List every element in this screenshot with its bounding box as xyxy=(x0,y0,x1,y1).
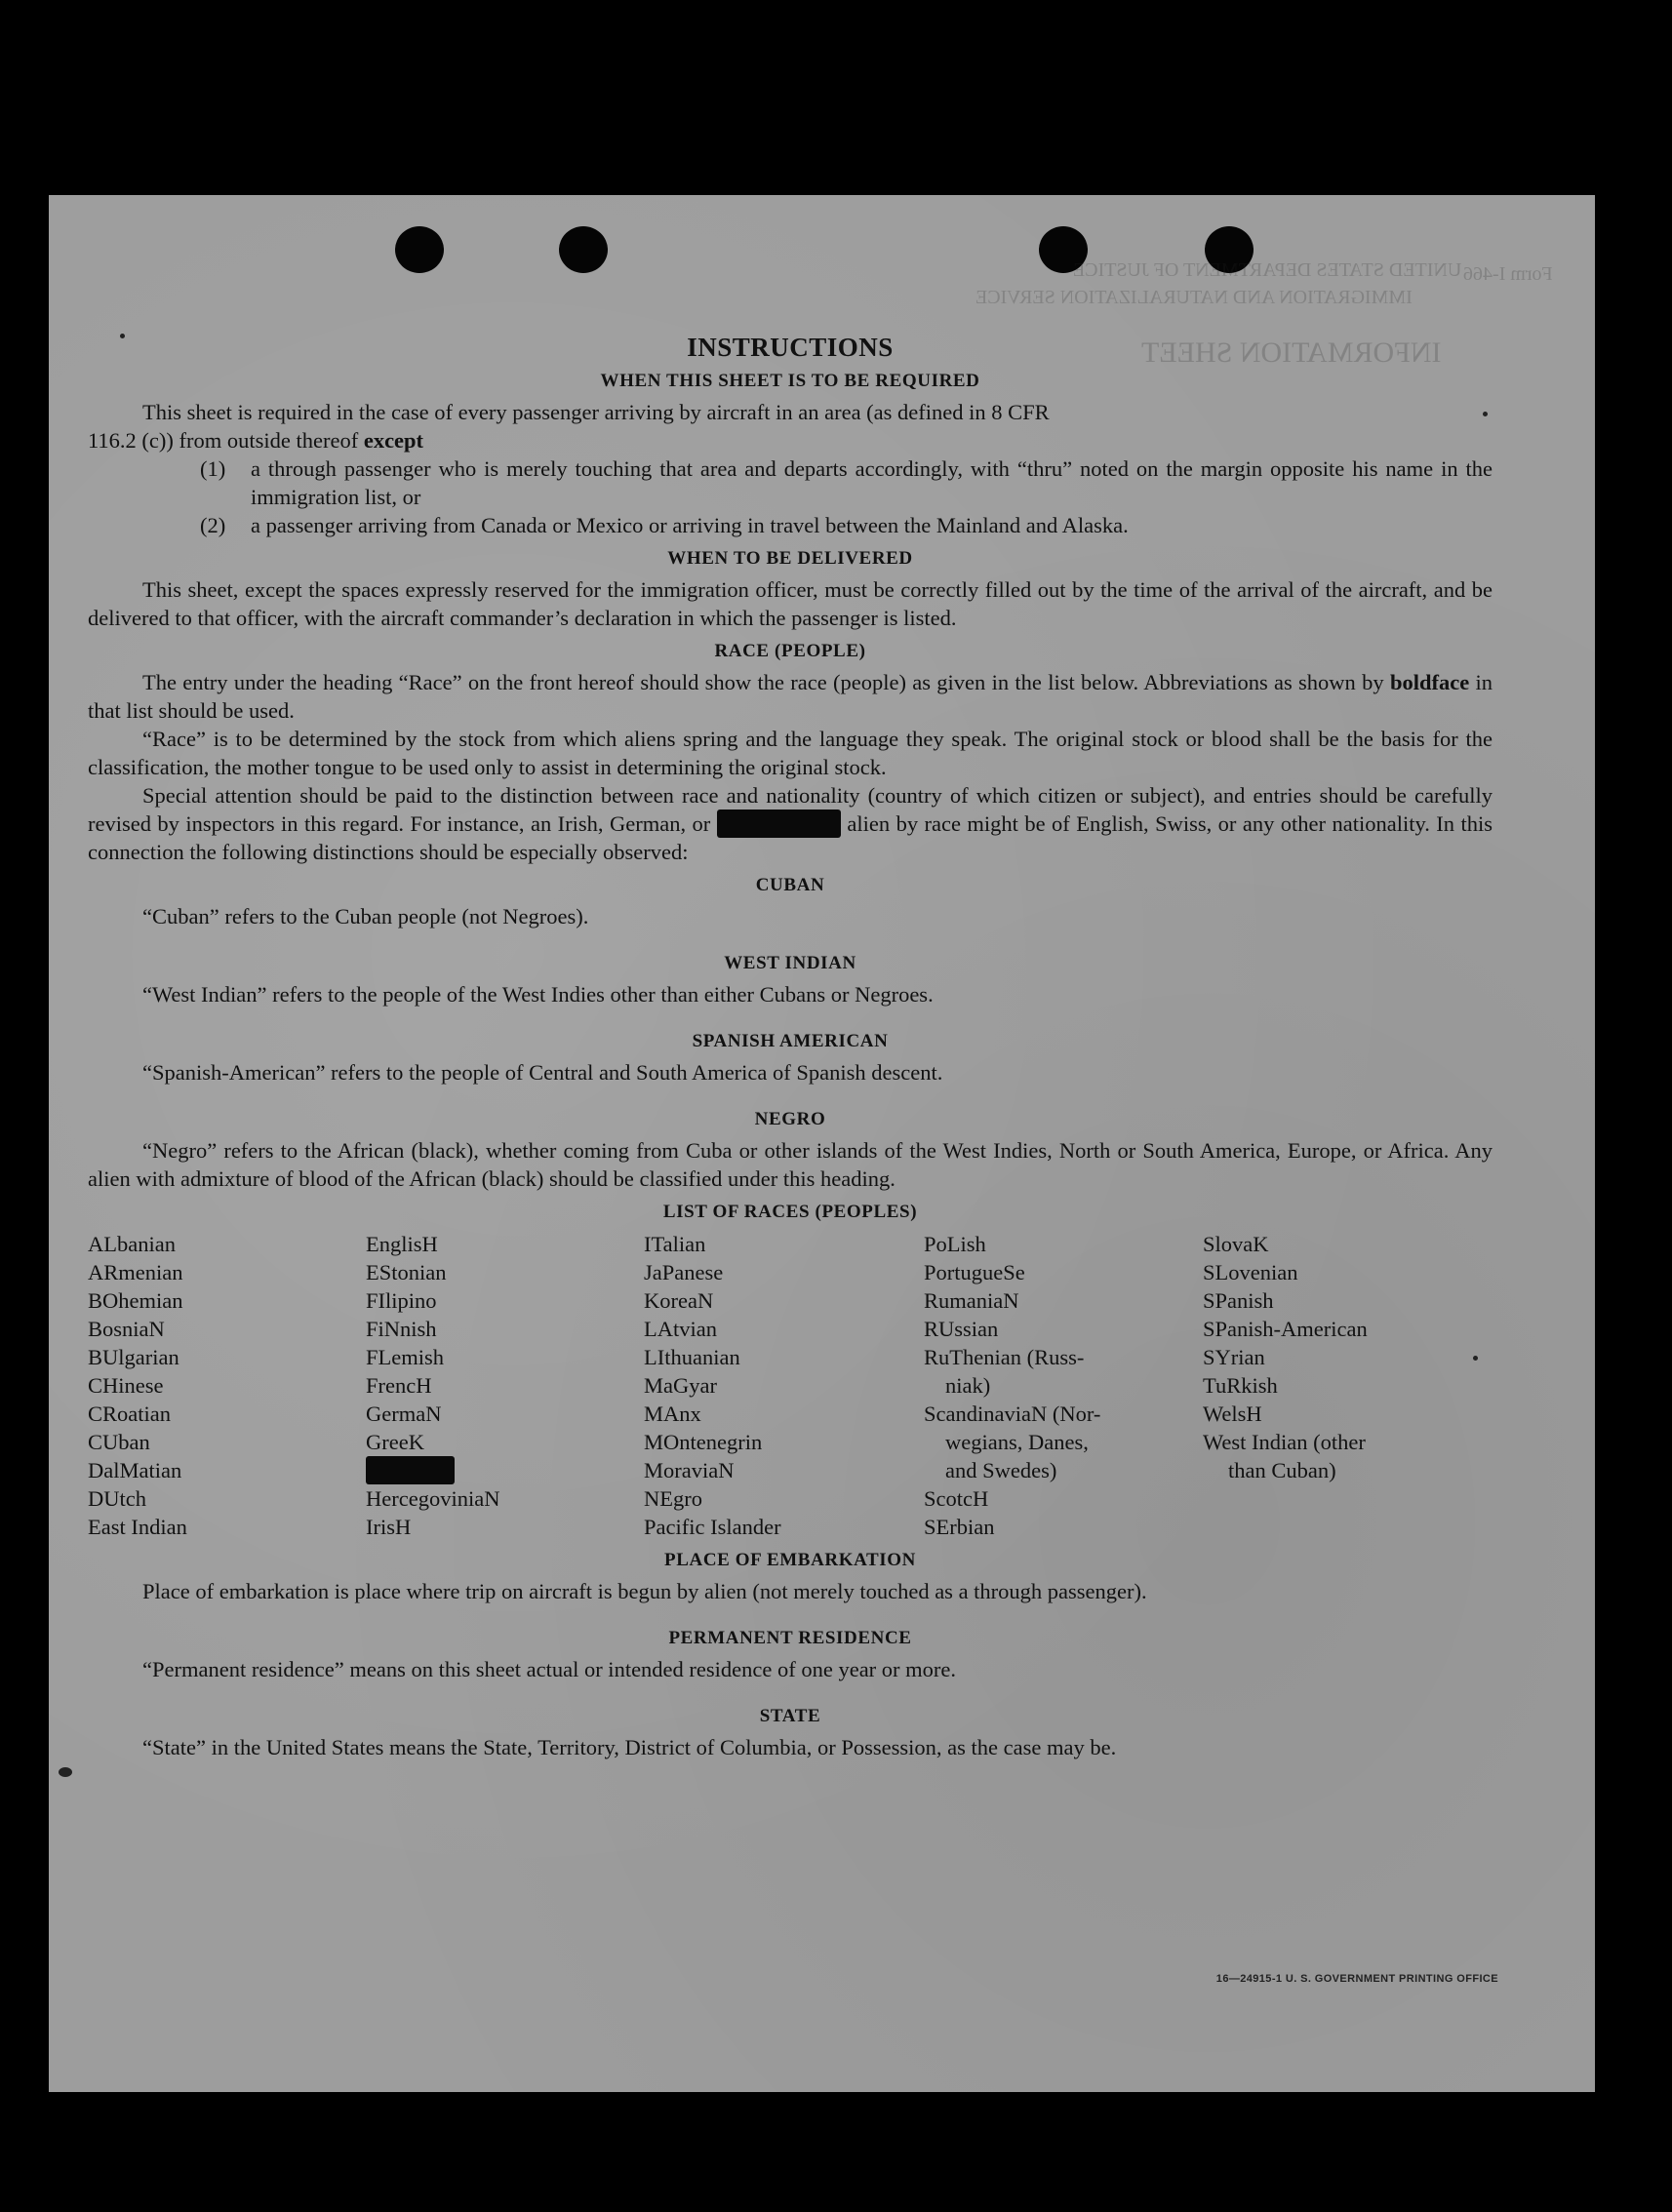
race-entry: SPanish-American xyxy=(1203,1317,1368,1341)
text-fragment: This sheet is required in the case of every passenger arriving by aircraft in an area (as defined in 8 CFR xyxy=(142,400,1050,424)
race-entry: DalMatian xyxy=(88,1458,182,1482)
exception-item xyxy=(88,511,1493,539)
race-entry: TuRkish xyxy=(1203,1373,1278,1398)
races-list xyxy=(88,1230,1493,1541)
paragraph-race-2: “Race” is to be determined by the stock from which aliens spring and the language they speak. The original stock or blood shall be the basis for the classification, the mother tongue to be used only to assist in determining the original stock. xyxy=(88,727,1493,779)
race-entry: West Indian (other xyxy=(1203,1430,1366,1454)
race-entry: KoreaN xyxy=(644,1288,714,1313)
race-entry: PortugueSe xyxy=(924,1260,1025,1284)
paragraph-race-1 xyxy=(88,668,1493,725)
race-entry: MAnx xyxy=(644,1402,701,1426)
race-entry: than Cuban) xyxy=(1228,1458,1336,1482)
race-entry: CUban xyxy=(88,1430,150,1454)
race-entry: ScotcH xyxy=(924,1486,989,1511)
text-fragment: 116.2 (c)) from outside thereof xyxy=(88,428,359,453)
text-fragment: in that list should be used. xyxy=(88,670,1493,723)
boldface-word: boldface xyxy=(1389,670,1470,694)
race-entry: RumaniaN xyxy=(924,1288,1019,1313)
item-number: (2) xyxy=(200,513,226,537)
race-entry: MOntenegrin xyxy=(644,1430,763,1454)
race-entry: HercegoviniaN xyxy=(366,1486,500,1511)
section-heading-embarkation: PLACE OF EMBARKATION xyxy=(664,1550,916,1570)
race-entry: PoLish xyxy=(924,1232,986,1256)
race-entry: LIthuanian xyxy=(644,1345,740,1369)
race-entry: SlovaK xyxy=(1203,1232,1269,1256)
race-entry: East Indian xyxy=(88,1515,187,1539)
section-heading-required: WHEN THIS SHEET IS TO BE REQUIRED xyxy=(600,371,980,391)
paragraph-cuban: “Cuban” refers to the Cuban people (not Negroes). xyxy=(142,904,589,928)
bleed-through-text: Form I-466 xyxy=(1463,263,1553,285)
race-entry: BOhemian xyxy=(88,1288,183,1313)
text-fragment: Special attention should be paid to the distinction between race and nationality (country of which citizen or subject), and entries should be carefully revised by inspectors in this regard. For instance, an Irish, German, or xyxy=(88,783,1493,836)
item-text: a through passenger who is merely touching that area and departs accordingly, with “thru” noted on the margin opposite his name in the immigration list, or xyxy=(251,456,1493,509)
races-column xyxy=(1203,1230,1466,1541)
section-heading-race: RACE (PEOPLE) xyxy=(714,641,866,661)
paragraph-residence: “Permanent residence” means on this sheet actual or intended residence of one year or more. xyxy=(142,1657,957,1681)
race-entry: NEgro xyxy=(644,1486,702,1511)
races-column xyxy=(924,1230,1203,1541)
race-entry: SYrian xyxy=(1203,1345,1265,1369)
bleed-through-text: UNITED STATES DEPARTMENT OF JUSTICE xyxy=(1073,259,1462,281)
race-entry: WelsH xyxy=(1203,1402,1262,1426)
punch-hole xyxy=(559,226,608,273)
paragraph-required-cont xyxy=(88,426,1493,454)
races-column xyxy=(88,1230,366,1541)
paragraph-race-3 xyxy=(88,781,1493,866)
race-entry: MaGyar xyxy=(644,1373,717,1398)
races-column xyxy=(644,1230,924,1541)
race-entry: and Swedes) xyxy=(945,1458,1057,1482)
punch-hole xyxy=(395,226,444,273)
exception-item xyxy=(88,454,1493,511)
paragraph-state: “State” in the United States means the State, Territory, District of Columbia, or Possession, as the case may be. xyxy=(142,1735,1117,1759)
section-heading-residence: PERMANENT RESIDENCE xyxy=(668,1628,912,1648)
race-entry: ARmenian xyxy=(88,1260,183,1284)
race-entry: niak) xyxy=(945,1373,991,1398)
redaction-mark xyxy=(717,810,841,838)
page-title: INSTRUCTIONS xyxy=(687,333,894,362)
race-entry: BUlgarian xyxy=(88,1345,179,1369)
paragraph-required xyxy=(88,398,1493,426)
race-entry: IrisH xyxy=(366,1515,412,1539)
instructions-body xyxy=(88,334,1493,1761)
paragraph-negro: “Negro” refers to the African (black), whether coming from Cuba or other islands of the West Indies, North or South America, Europe, or Africa. Any alien with admixture of blood of the African (black) should be classified under this heading. xyxy=(88,1138,1493,1191)
paragraph-spanish-american: “Spanish-American” refers to the people of Central and South America of Spanish descent. xyxy=(142,1060,943,1085)
race-entry: DUtch xyxy=(88,1486,146,1511)
race-entry: FIlipino xyxy=(366,1288,437,1313)
section-heading-state: STATE xyxy=(759,1706,821,1726)
section-heading-list-of-races: LIST OF RACES (PEOPLES) xyxy=(662,1202,918,1222)
race-entry: JaPanese xyxy=(644,1260,724,1284)
document-sheet xyxy=(49,195,1595,2092)
race-entry: ALbanian xyxy=(88,1232,176,1256)
race-entry: SLovenian xyxy=(1203,1260,1298,1284)
race-entry: FrencH xyxy=(366,1373,432,1398)
text-fragment: The entry under the heading “Race” on the front hereof should show the race (people) as given in the list below. Abbreviations as shown by xyxy=(142,670,1384,694)
redaction-mark xyxy=(366,1456,455,1484)
race-entry: FiNnish xyxy=(366,1317,437,1341)
bleed-through-text: IMMIGRATION AND NATURALIZATION SERVICE xyxy=(975,287,1413,308)
section-heading-west-indian: WEST INDIAN xyxy=(724,953,856,973)
race-entry-redacted xyxy=(366,1456,644,1484)
race-entry: ITalian xyxy=(644,1232,706,1256)
section-heading-cuban: CUBAN xyxy=(755,875,825,895)
text-fragment: alien by race might be of English, Swiss, or any other nationality. In this connection the following distinctions should be especially observed: xyxy=(88,811,1493,864)
race-entry: LAtvian xyxy=(644,1317,717,1341)
ink-speck xyxy=(59,1767,72,1777)
race-entry: MoraviaN xyxy=(644,1458,735,1482)
bleed-through-text: INFORMATION SHEET xyxy=(1141,336,1442,369)
race-entry: SErbian xyxy=(924,1515,995,1539)
race-entry: EStonian xyxy=(366,1260,447,1284)
race-entry: GermaN xyxy=(366,1402,442,1426)
race-entry: Pacific Islander xyxy=(644,1515,781,1539)
race-entry: RUssian xyxy=(924,1317,999,1341)
section-heading-spanish-american: SPANISH AMERICAN xyxy=(692,1031,889,1051)
except-bold: except xyxy=(363,428,424,453)
paragraph-delivered: This sheet, except the spaces expressly reserved for the immigration officer, must be correctly filled out by the time of the arrival of the aircraft, and be delivered to that officer, with the aircraft commander’s declaration in which the passenger is listed. xyxy=(88,577,1493,630)
paragraph-west-indian: “West Indian” refers to the people of the West Indies other than either Cubans or Negroes. xyxy=(142,982,934,1007)
item-number: (1) xyxy=(200,456,226,481)
printing-office-code: 16—24915-1 U. S. GOVERNMENT PRINTING OFFICE xyxy=(1215,1973,1498,1985)
races-column xyxy=(366,1230,644,1541)
race-entry: SPanish xyxy=(1203,1288,1274,1313)
race-entry: BosniaN xyxy=(88,1317,165,1341)
race-entry: FLemish xyxy=(366,1345,445,1369)
race-entry: wegians, Danes, xyxy=(945,1430,1089,1454)
item-text: a passenger arriving from Canada or Mexico or arriving in travel between the Mainland and Alaska. xyxy=(251,513,1129,537)
race-entry: ScandinaviaN (Nor- xyxy=(924,1402,1101,1426)
paragraph-embarkation: Place of embarkation is place where trip on aircraft is begun by alien (not merely touched as a through passenger). xyxy=(142,1579,1147,1603)
race-entry: RuThenian (Russ- xyxy=(924,1345,1085,1369)
race-entry: EnglisH xyxy=(366,1232,438,1256)
race-entry: CHinese xyxy=(88,1373,164,1398)
race-entry: GreeK xyxy=(366,1430,424,1454)
race-entry: CRoatian xyxy=(88,1402,171,1426)
section-heading-delivered: WHEN TO BE DELIVERED xyxy=(667,548,913,569)
section-heading-negro: NEGRO xyxy=(754,1109,826,1129)
